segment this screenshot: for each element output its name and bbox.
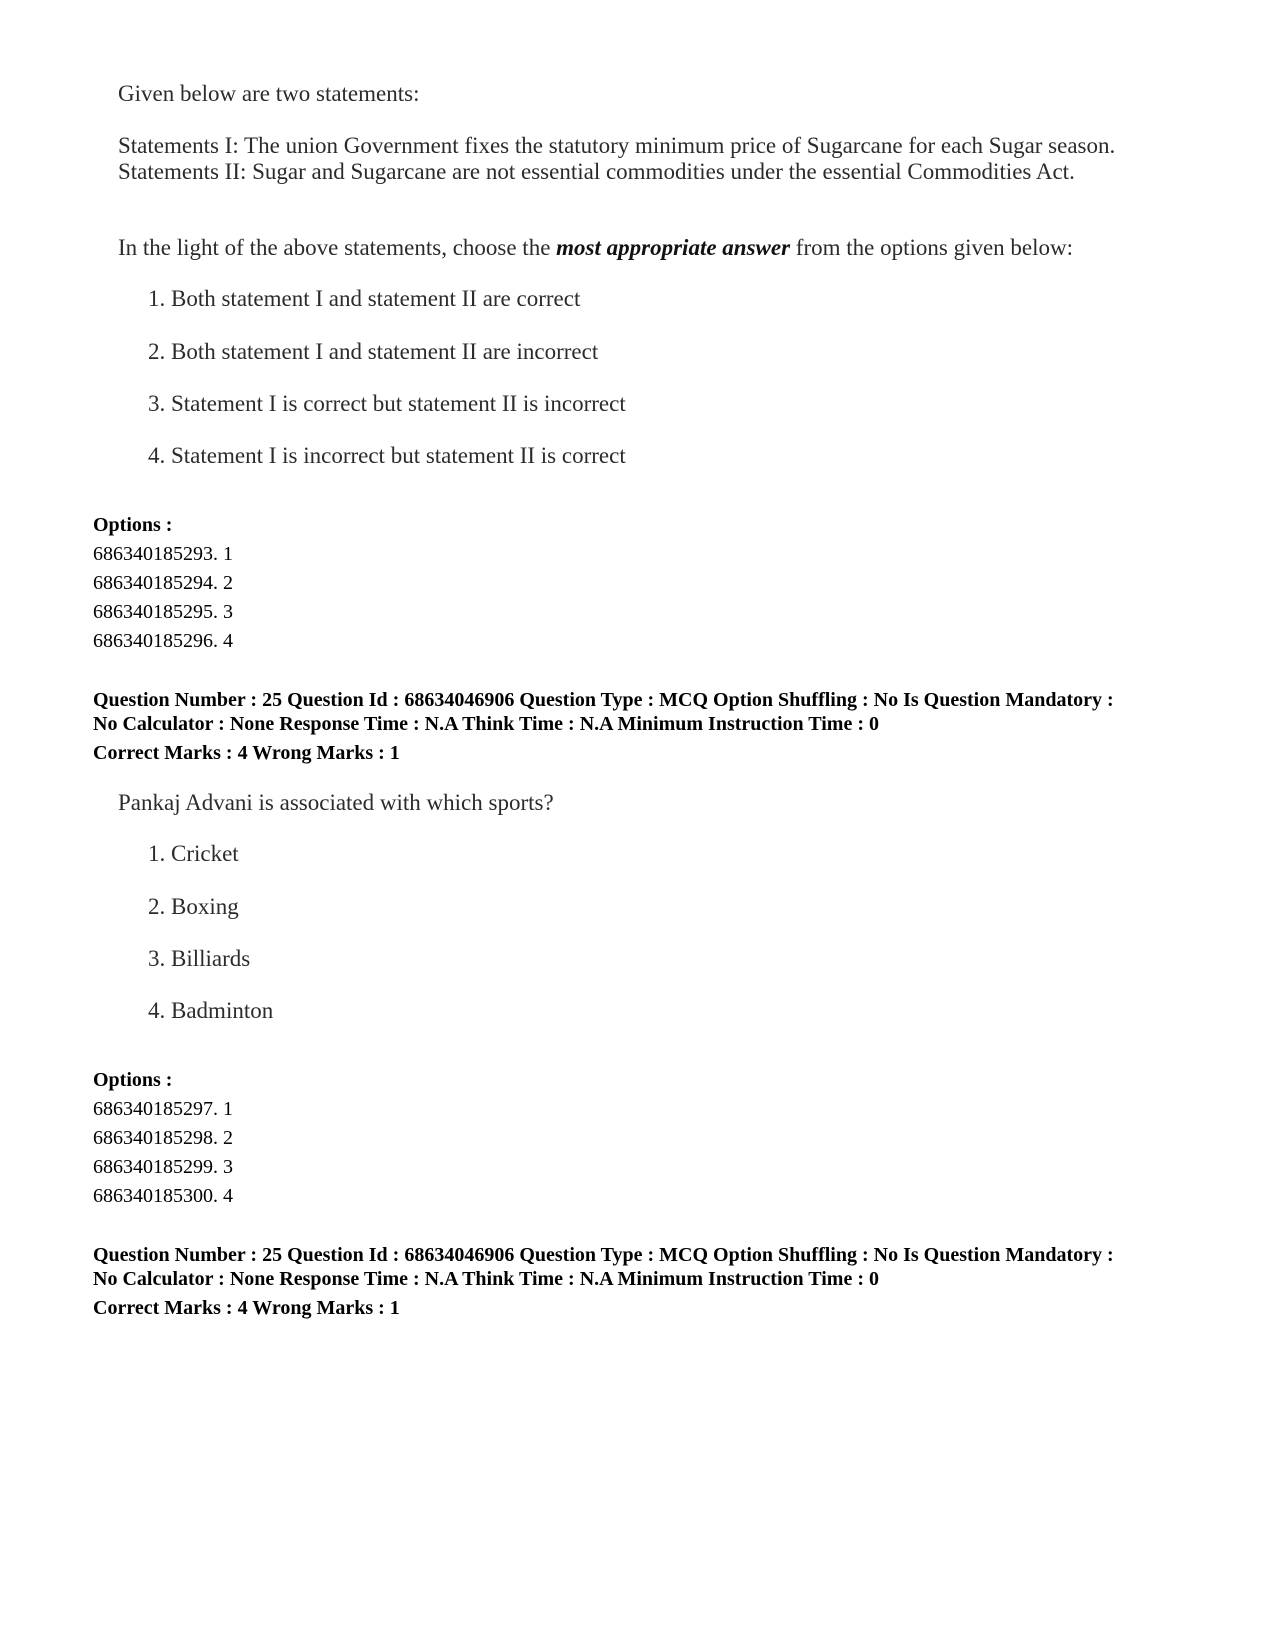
options-label: Options : <box>93 1069 173 1091</box>
statement-2: Statements II: Sugar and Sugarcane are not essential commodities under the essential Commodities Act. <box>118 159 1075 184</box>
choice-2: 2. Boxing <box>148 894 239 919</box>
question-marks: Correct Marks : 4 Wrong Marks : 1 <box>93 1297 400 1319</box>
option-id-row: 686340185296. 4 <box>93 630 233 652</box>
question-meta-line-2: No Calculator : None Response Time : N.A Think Time : N.A Minimum Instruction Time : 0 <box>93 713 879 735</box>
choice-4: 4. Statement I is incorrect but statement II is correct <box>148 443 626 468</box>
question-prompt <box>118 234 1073 262</box>
choice-4: 4. Badminton <box>148 998 274 1023</box>
prompt-text-after: from the options given below: <box>790 235 1074 260</box>
question-intro: Given below are two statements: <box>118 81 420 106</box>
choice-3: 3. Billiards <box>148 946 251 971</box>
question-marks: Correct Marks : 4 Wrong Marks : 1 <box>93 742 400 764</box>
question-meta-line-1: Question Number : 25 Question Id : 68634046906 Question Type : MCQ Option Shuffling : No Is Question Mandatory : <box>93 1244 1114 1266</box>
choice-2: 2. Both statement I and statement II are incorrect <box>148 339 599 364</box>
choice-3: 3. Statement I is correct but statement II is incorrect <box>148 391 626 416</box>
choice-1: 1. Cricket <box>148 841 239 866</box>
option-id-row: 686340185297. 1 <box>93 1098 233 1120</box>
prompt-emphasis: most appropriate answer <box>556 235 791 260</box>
option-id-row: 686340185293. 1 <box>93 543 233 565</box>
option-id-row: 686340185294. 2 <box>93 572 233 594</box>
option-id-row: 686340185299. 3 <box>93 1156 233 1178</box>
options-label: Options : <box>93 514 173 536</box>
options-list <box>93 1095 233 1211</box>
question-meta-line-2: No Calculator : None Response Time : N.A Think Time : N.A Minimum Instruction Time : 0 <box>93 1268 879 1290</box>
prompt-text-before: In the light of the above statements, choose the <box>118 235 557 260</box>
option-id-row: 686340185295. 3 <box>93 601 233 623</box>
option-id-row: 686340185298. 2 <box>93 1127 233 1149</box>
choice-1: 1. Both statement I and statement II are correct <box>148 286 581 311</box>
question-meta-line-1: Question Number : 25 Question Id : 68634046906 Question Type : MCQ Option Shuffling : No Is Question Mandatory : <box>93 689 1114 711</box>
question-text: Pankaj Advani is associated with which sports? <box>118 790 554 815</box>
options-list <box>93 540 233 656</box>
option-id-row: 686340185300. 4 <box>93 1185 233 1207</box>
statement-1: Statements I: The union Government fixes the statutory minimum price of Sugarcane for each Sugar season. <box>118 133 1116 158</box>
